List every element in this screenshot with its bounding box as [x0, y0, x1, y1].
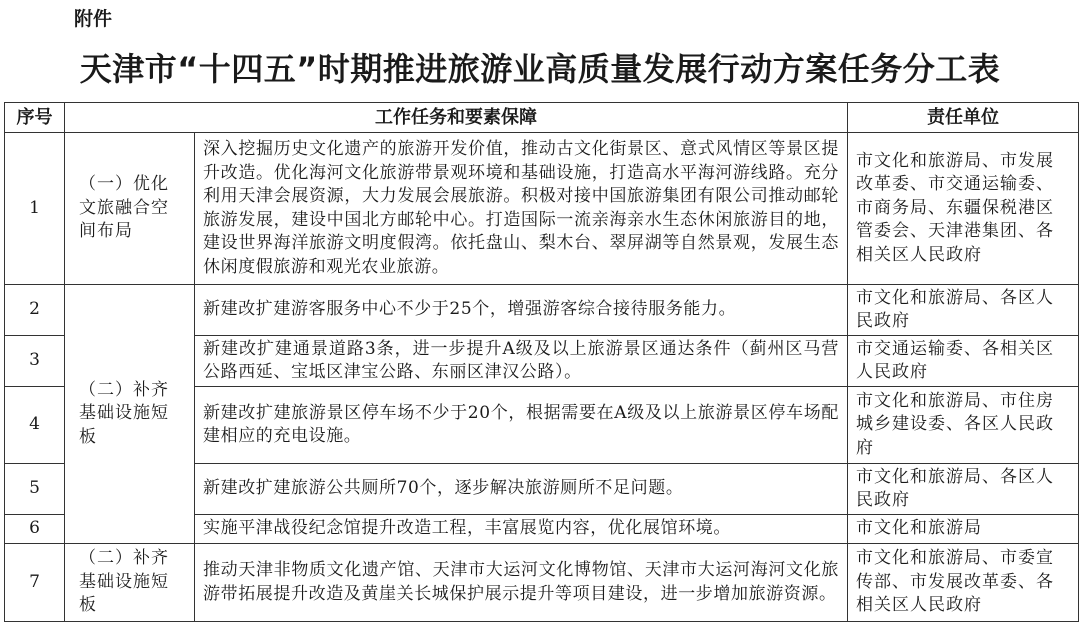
task-cell: 新建改扩建通景道路3条，进一步提升A级及以上旅游景区通达条件（蓟州区马营公路西延、宝坻区津宝公路、东丽区津汉公路）。 [195, 336, 848, 387]
category-cell: （二）补齐基础设施短板 [65, 544, 195, 622]
row-number: 1 [5, 133, 65, 285]
unit-cell: 市文化和旅游局、市委宣传部、市发展改革委、各相关区人民政府 [848, 544, 1079, 622]
table-row [5, 544, 1079, 622]
unit-cell: 市文化和旅游局、各区人民政府 [848, 285, 1079, 336]
header-unit: 责任单位 [848, 103, 1079, 133]
row-number: 5 [5, 464, 65, 515]
unit-cell: 市文化和旅游局 [848, 515, 1079, 544]
table-header-row [5, 103, 1079, 133]
task-cell: 深入挖掘历史文化遗产的旅游开发价值，推动古文化街景区、意式风情区等景区提升改造。优化海河文化旅游带景观环境和基础设施，打造高水平海河游线路。充分利用天津会展资源，大力发展会展旅游。积极对接中国旅游集团有限公司推动邮轮旅游发展，建设中国北方邮轮中心。打造国际一流亲海亲水生态休闲旅游目的地，建设世界海洋旅游文明度假湾。依托盘山、梨木台、翠屏湖等自然景观，发展生态休闲度假旅游和观光农业旅游。 [195, 133, 848, 285]
unit-cell: 市文化和旅游局、市住房城乡建设委、各区人民政府 [848, 387, 1079, 464]
row-number: 7 [5, 544, 65, 622]
row-number: 3 [5, 336, 65, 387]
table-row [5, 133, 1079, 285]
category-cell: （二）补齐基础设施短板 [65, 285, 195, 544]
row-number: 4 [5, 387, 65, 464]
task-cell: 新建改扩建游客服务中心不少于25个，增强游客综合接待服务能力。 [195, 285, 848, 336]
task-cell: 实施平津战役纪念馆提升改造工程，丰富展览内容，优化展馆环境。 [195, 515, 848, 544]
task-cell: 新建改扩建旅游公共厕所70个，逐步解决旅游厕所不足问题。 [195, 464, 848, 515]
row-number: 6 [5, 515, 65, 544]
unit-cell: 市文化和旅游局、市发展改革委、市交通运输委、市商务局、东疆保税港区管委会、天津港集团、各相关区人民政府 [848, 133, 1079, 285]
document-title: 天津市“十四五”时期推进旅游业高质量发展行动方案任务分工表 [79, 50, 1001, 88]
row-number: 2 [5, 285, 65, 336]
unit-cell: 市交通运输委、各相关区人民政府 [848, 336, 1079, 387]
header-no: 序号 [5, 103, 65, 133]
header-task: 工作任务和要素保障 [65, 103, 848, 133]
table-row [5, 285, 1079, 336]
task-cell: 推动天津非物质文化遗产馆、天津市大运河文化博物馆、天津市大运河海河文化旅游带拓展提升改造及黄崖关长城保护展示提升等项目建设，进一步增加旅游资源。 [195, 544, 848, 622]
task-cell: 新建改扩建旅游景区停车场不少于20个，根据需要在A级及以上旅游景区停车场配建相应的充电设施。 [195, 387, 848, 464]
category-cell: （一）优化文旅融合空间布局 [65, 133, 195, 285]
task-table [4, 102, 1079, 622]
attachment-label: 附件 [74, 8, 113, 30]
unit-cell: 市文化和旅游局、各区人民政府 [848, 464, 1079, 515]
